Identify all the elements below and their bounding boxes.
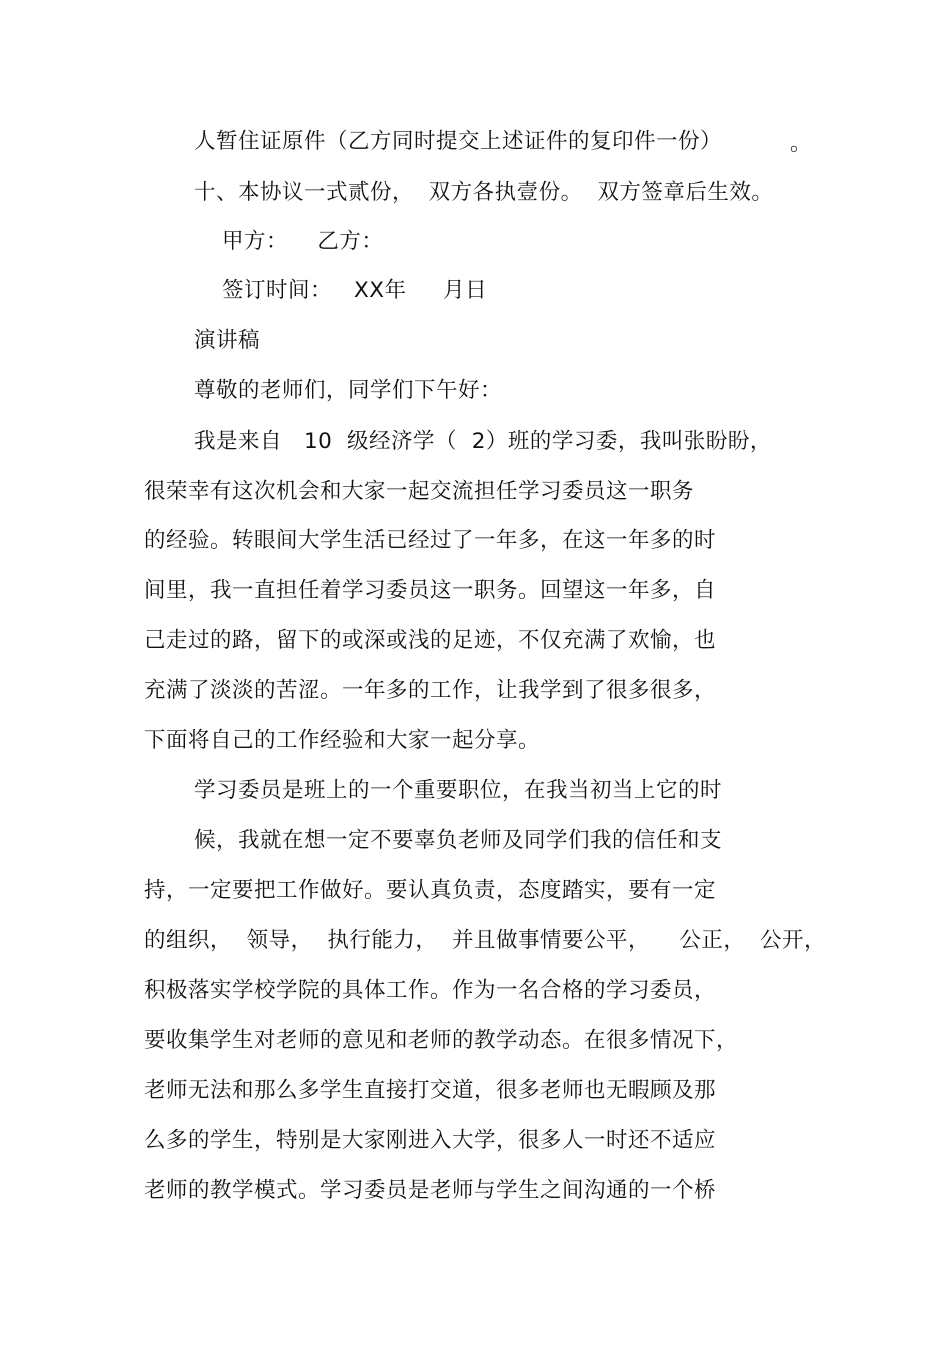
text-line: 。: [790, 131, 813, 156]
text-line: 老师无法和那么多学生直接打交道，很多老师也无暇顾及那: [144, 1078, 717, 1103]
text-line: 的组织， 领导， 执行能力， 并且做事情要公平， 公正， 公开，: [144, 928, 827, 953]
text-line: 己走过的路，留下的或深或浅的足迹，不仅充满了欢愉，也: [144, 628, 717, 653]
section-heading: 演讲稿: [194, 328, 261, 353]
text-line: 持，一定要把工作做好。要认真负责，态度踏实，要有一定: [144, 878, 717, 903]
text-line: 么多的学生，特别是大家刚进入大学，很多人一时还不适应: [144, 1128, 717, 1153]
text-line: 老师的教学模式。学习委员是老师与学生之间沟通的一个桥: [144, 1178, 717, 1203]
text-line: 甲方： 乙方：: [222, 229, 384, 254]
text-line: 很荣幸有这次机会和大家一起交流担任学习委员这一职务: [144, 479, 695, 504]
text-line: 充满了淡淡的苦涩。一年多的工作，让我学到了很多很多，: [144, 678, 717, 703]
text-line: 积极落实学校学院的具体工作。作为一名合格的学习委员，: [144, 978, 717, 1003]
text-line: 十、本协议一式贰份， 双方各执壹份。 双方签章后生效。: [194, 180, 774, 205]
text-line: 人暂住证原件（乙方同时提交上述证件的复印件一份）: [194, 129, 723, 154]
text-line: 尊敬的老师们，同学们下午好：: [194, 378, 503, 403]
text-line: 学习委员是班上的一个重要职位，在我当初当上它的时: [194, 778, 723, 803]
text-line: 下面将自己的工作经验和大家一起分享。: [144, 728, 541, 753]
text-line: 签订时间： XX年 月日: [222, 278, 488, 303]
text-line: 的经验。转眼间大学生活已经过了一年多，在这一年多的时: [144, 528, 717, 553]
text-line: 要收集学生对老师的意见和老师的教学动态。在很多情况下，: [144, 1028, 739, 1053]
text-line: 间里，我一直担任着学习委员这一职务。回望这一年多，自: [144, 578, 717, 603]
text-line: 候，我就在想一定不要辜负老师及同学们我的信任和支: [194, 828, 723, 853]
text-line: 我是来自 10 级经济学（ 2）班的学习委，我叫张盼盼，: [194, 429, 772, 454]
